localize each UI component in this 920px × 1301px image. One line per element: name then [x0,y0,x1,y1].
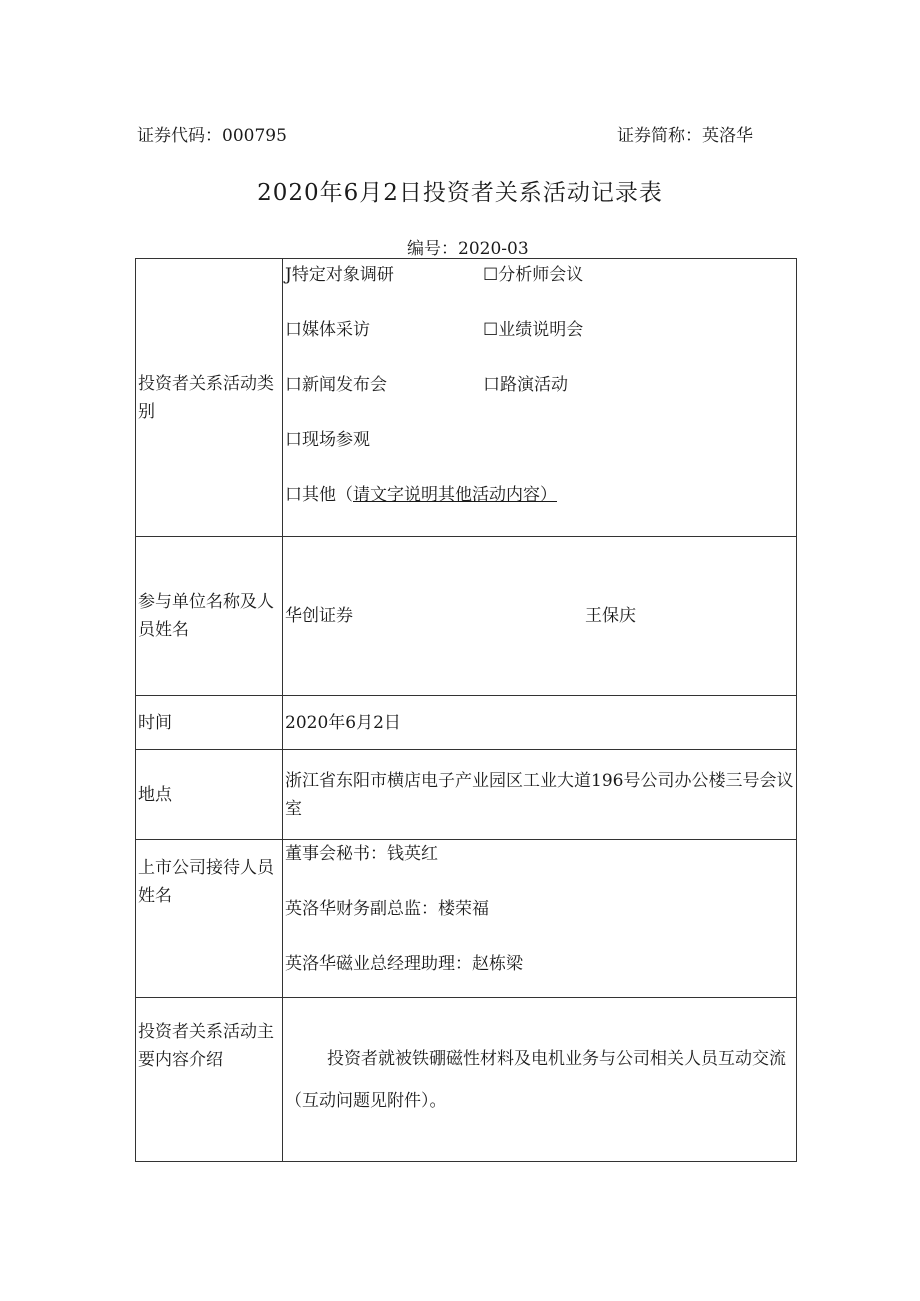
participants-value [283,537,797,696]
time-value: 2020年6月2日 [283,696,797,750]
row-participants [136,537,797,696]
row-location [136,750,797,840]
option-roadshow[interactable]: 口路演活动 [483,375,568,395]
activity-type-options [283,259,797,537]
option-site-visit[interactable]: 口现场参观 [285,430,370,450]
time-label: 时间 [136,696,283,750]
document-number: 编号：2020-03 [407,239,529,259]
option-targeted-research[interactable]: J特定对象调研 [285,265,394,285]
option-row [285,481,796,536]
activity-record-table [135,258,797,1162]
activity-type-label: 投资者关系活动类别 [136,259,283,537]
reception-person: 董事会秘书：钱英红 [285,844,438,864]
participants-label: 参与单位名称及人员姓名 [136,537,283,696]
content-cell [283,998,797,1162]
participant-organization: 华创证券 [285,606,353,626]
option-other[interactable] [285,481,557,509]
option-other-prefix: 口其他（ [285,485,353,505]
location-label: 地点 [136,750,283,840]
option-earnings-briefing[interactable]: ☐业绩说明会 [483,320,584,340]
document-title: 2020年6月2日投资者关系活动记录表 [257,180,663,206]
row-time [136,696,797,750]
security-code: 证券代码：000795 [137,126,287,146]
option-analyst-meeting[interactable]: ☐分析师会议 [483,265,584,285]
reception-label: 上市公司接待人员姓名 [136,840,283,998]
reception-person: 英洛华财务副总监：楼荣福 [285,899,489,919]
participant-person: 王保庆 [585,606,636,626]
row-content [136,998,797,1162]
content-value: 投资者就被铁硼磁性材料及电机业务与公司相关人员互动交流（互动问题见附件）。 [285,1049,786,1111]
option-press-conference[interactable]: 口新闻发布会 [285,375,387,395]
reception-people [283,840,797,998]
security-abbreviation: 证券简称：英洛华 [617,126,753,146]
row-reception [136,840,797,998]
reception-person: 英洛华磁业总经理助理：赵栋梁 [285,954,523,974]
location-value: 浙江省东阳市横店电子产业园区工业大道196号公司办公楼三号会议室 [283,750,797,840]
row-activity-type [136,259,797,537]
option-row [285,316,796,371]
content-label: 投资者关系活动主要内容介绍 [136,998,283,1162]
option-other-description: 请文字说明其他活动内容） [353,485,557,505]
option-row [285,426,796,481]
option-media-interview[interactable]: 口媒体采访 [285,320,370,340]
option-row [285,261,796,316]
option-row [285,371,796,426]
